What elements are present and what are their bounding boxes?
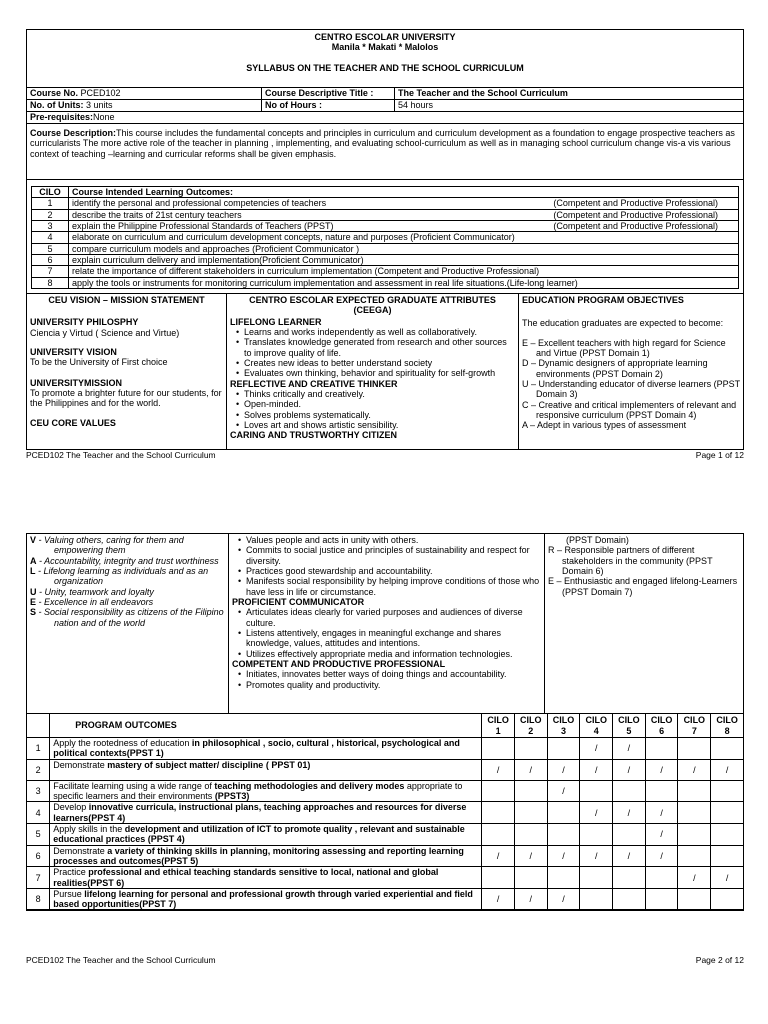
cilo-mark [547, 802, 580, 824]
mission-text: To promote a brighter future for our students, for the Philippines and for the world. [30, 388, 222, 409]
po-text [50, 802, 482, 824]
cilo-mark [678, 780, 711, 802]
footer-page-number: Page 2 of 12 [695, 955, 744, 965]
core-value-item: A - Accountability, integrity and trust worthiness [30, 555, 219, 566]
cilo-column-header: CILO 2 [514, 714, 547, 738]
cilo-mark [678, 802, 711, 824]
core-value-text: Lifelong learning as individuals and as an organization [43, 566, 209, 587]
list-item: • Manifests social responsibility by helping improve conditions of those who have less in life or circumstance. [240, 576, 541, 597]
list-item: • Learns and works independently as well as collaboratively. [238, 327, 515, 337]
cilo-column-header: CILO 6 [645, 714, 678, 738]
cilo-header: CILO [32, 187, 69, 198]
cilo-number: 1 [32, 198, 69, 209]
list-item: • Commits to social justice and principles of sustainability and respect for diversity. [240, 545, 541, 566]
units-label: No. of Units: [30, 100, 84, 110]
cilo-mark: / [678, 867, 711, 889]
objective-item: D – Dynamic designers of appropriate learning environments (PPST Domain 2) [522, 358, 708, 379]
objective-item: E – Enthusiastic and engaged lifelong-Learners (PPST Domain 7) [548, 576, 738, 597]
cilo-text: identify the personal and professional competencies of teachers [72, 198, 327, 209]
po-text [50, 824, 482, 846]
cilo-mark [482, 867, 515, 889]
descriptive-title-label: Course Descriptive Title : [262, 88, 395, 100]
competent-heading: COMPETENT AND PRODUCTIVE PROFESSIONAL [232, 659, 446, 670]
cilo-text: explain the Philippine Professional Standards of Teachers (PPST) [72, 221, 334, 232]
course-info-table [26, 87, 744, 180]
objectives-column-cont [545, 534, 743, 713]
cilo-mark [482, 824, 515, 846]
po-text-bold: in philosophical , socio, cultural , historical, psychological and political contexts(PPST 1) [53, 738, 460, 759]
core-value-letter: A [30, 555, 37, 566]
core-value-letter: L [30, 566, 36, 577]
po-text-plain: Pursue [53, 889, 85, 900]
communicator-list [232, 607, 541, 659]
cilo-column-header: CILO 3 [547, 714, 580, 738]
cilo-mark [711, 845, 744, 867]
program-outcomes-table [26, 713, 744, 911]
cilo-mark [613, 824, 646, 846]
cilo-mark: / [482, 889, 515, 911]
philosophy-text: Ciencia y Virtud ( Science and Virtue) [30, 327, 180, 338]
campuses: Manila * Makati * Malolos [331, 42, 439, 53]
cilo-mark [645, 889, 678, 911]
cilo-tag: (Competent and Productive Professional) [553, 221, 718, 232]
po-text-plain: Practice [53, 867, 89, 878]
po-text-plain: Facilitate learning using a wide range of [53, 780, 215, 791]
cilo-number: 3 [32, 221, 69, 232]
list-item: • Promotes quality and productivity. [240, 680, 541, 690]
core-value-letter: E [30, 597, 37, 608]
po-text-bold: professional and ethical teaching standards sensitive to local, national and global realities(PPST 6) [53, 867, 439, 888]
syllabus-title: SYLLABUS ON THE TEACHER AND THE SCHOOL CURRICULUM [246, 62, 524, 73]
list-item: • Practices good stewardship and accountability. [240, 566, 541, 576]
po-number: 2 [27, 759, 50, 780]
po-text [50, 867, 482, 889]
cilo-mark: / [580, 738, 613, 760]
prereq-label: Pre-requisites: [30, 112, 94, 122]
cilo-mark: / [514, 759, 547, 780]
po-text [50, 845, 482, 867]
cilo-table [31, 186, 739, 289]
objective-item: U – Understanding educator of diverse learners (PPST Domain 3) [522, 379, 740, 400]
cilo-number: 5 [32, 243, 69, 254]
list-item: • Creates new ideas to better understand society [238, 358, 515, 368]
cilo-mark: / [711, 759, 744, 780]
vision-columns [27, 293, 743, 450]
po-text [50, 889, 482, 911]
reflective-heading: REFLECTIVE AND CREATIVE THINKER [230, 378, 398, 389]
cilo-number: 2 [32, 209, 69, 220]
cilo-column-header: CILO 5 [613, 714, 646, 738]
col2-header: CENTRO ESCOLAR EXPECTED GRADUATE ATTRIBUTES (CEEGA) [249, 295, 496, 316]
objective-item: R – Responsible partners of different stakeholders in the community (PPST Domain 6) [548, 545, 713, 577]
objectives-intro: The education graduates are expected to become: [522, 318, 724, 329]
cilo-mark: / [514, 889, 547, 911]
cilo-mark [580, 780, 613, 802]
cilo-mark [514, 824, 547, 846]
list-item: • Solves problems systematically. [238, 410, 515, 420]
list-item: • Articulates ideas clearly for varied purposes and audiences of diverse culture. [240, 607, 541, 628]
core-value-letter: V [30, 535, 37, 545]
cilo-mark [580, 867, 613, 889]
cilo-number: 6 [32, 255, 69, 266]
list-item: • Listens attentively, engages in meaningful exchange and shares knowledge, values, attitudes and intentions. [240, 628, 541, 649]
po-text-bold: (PPST3) [214, 791, 250, 802]
cilo-mark [613, 867, 646, 889]
cilo-row [32, 277, 739, 288]
cilo-mark [711, 780, 744, 802]
cilo-tag: (Competent and Productive Professional) [553, 198, 718, 209]
caring-list [232, 535, 541, 597]
vision-mission-column [27, 294, 227, 450]
cilo-mark: / [645, 824, 678, 846]
ceega-column [227, 294, 519, 450]
list-item: • Loves art and shows artistic sensibility. [238, 420, 515, 430]
cilo-mark: / [547, 845, 580, 867]
core-values-heading: CEU CORE VALUES [30, 417, 116, 428]
po-number: 8 [27, 889, 50, 911]
cilo-mark [645, 738, 678, 760]
cilo-mark [580, 824, 613, 846]
cilo-mark [645, 780, 678, 802]
objective-item: C – Creative and critical implementers of relevant and responsive curriculum (PPST Domain 4) [522, 399, 737, 421]
core-value-text: Unity, teamwork and loyalty [44, 586, 154, 597]
col1-header: CEU VISION – MISSION STATEMENT [48, 295, 205, 305]
description-label: Course Description: [30, 128, 117, 138]
cilo-mark [711, 889, 744, 911]
core-value-letter: U [30, 586, 37, 597]
reflective-list [230, 389, 515, 430]
po-number: 6 [27, 845, 50, 867]
university-name: CENTRO ESCOLAR UNIVERSITY [314, 32, 456, 42]
cilo-text: relate the importance of different stakeholders in curriculum implementation (Competent and Productive Professional) [72, 266, 540, 277]
po-text [50, 759, 482, 780]
units: 3 units [86, 100, 113, 110]
core-value-text: Social responsibility as citizens of the Filipino nation and of the world [44, 607, 224, 628]
cilo-mark [482, 802, 515, 824]
po-text [50, 738, 482, 760]
core-value-item: L - Lifelong learning as individuals and as an organization [30, 566, 209, 587]
cilo-row [32, 243, 739, 254]
cilo-mark [547, 824, 580, 846]
po-number: 3 [27, 780, 50, 802]
po-text-bold: a variety of thinking skills in planning, monitoring assessing and reporting learning processes and outcomes(PPST 5) [53, 845, 464, 867]
vision-heading: UNIVERSITY VISION [30, 347, 117, 358]
po-number: 5 [27, 824, 50, 846]
cilo-column-header: CILO 7 [678, 714, 711, 738]
program-outcome-row [27, 780, 744, 802]
cilo-mark [645, 867, 678, 889]
po-number: 1 [27, 738, 50, 760]
vision-text: To be the University of First choice [30, 357, 168, 368]
list-item: • Values people and acts in unity with others. [240, 535, 541, 545]
cilo-mark: / [547, 759, 580, 780]
cilo-number: 7 [32, 266, 69, 277]
cilo-row [32, 255, 739, 266]
description-text: This course includes the fundamental concepts and principles in curriculum and curriculum development as a foundation to engage prospective teachers as curricularists The more active role of the teacher in planning , implementing, and evaluating school-curriculum as well as in managing school curriculum change vis-a vis various context of teaching –learning and curricular reforms shall be given emphasis. [30, 128, 735, 159]
cilo-row [32, 266, 739, 277]
po-number: 7 [27, 867, 50, 889]
cilo-mark: / [613, 759, 646, 780]
core-value-item: V - Valuing others, caring for them and empowering them [30, 535, 184, 556]
prereq: None [93, 112, 115, 122]
objectives-list [522, 338, 740, 431]
cilo-text-cell [69, 198, 739, 209]
list-item: • Initiates, innovates better ways of doing things and accountability. [240, 669, 541, 679]
hours: 54 hours [395, 100, 744, 112]
cilo-mark [514, 738, 547, 760]
program-outcome-row [27, 759, 744, 780]
po-header: PROGRAM OUTCOMES [50, 714, 482, 738]
core-value-text: Valuing others, caring for them and empowering them [44, 535, 184, 556]
core-values-list [30, 535, 225, 628]
col3-header: EDUCATION PROGRAM OBJECTIVES [522, 295, 684, 305]
ceega-column-cont [229, 534, 545, 713]
objectives-cont-list [548, 535, 740, 597]
caring-heading: CARING AND TRUSTWORTHY CITIZEN [230, 430, 397, 441]
cilo-column-header: CILO 4 [580, 714, 613, 738]
core-value-text: Accountability, integrity and trust worthiness [44, 555, 219, 566]
cilo-mark: / [613, 738, 646, 760]
cilo-mark: / [580, 759, 613, 780]
cilo-mark: / [613, 802, 646, 824]
cilo-text: elaborate on curriculum and curriculum development concepts, nature and purposes (Proficient Communicator) [72, 232, 515, 243]
program-outcome-row [27, 738, 744, 760]
core-value-text: Excellence in all endeavors [44, 597, 154, 608]
philosophy-heading: UNIVERSITY PHILOSPHY [30, 317, 139, 328]
cilo-text-cell [69, 209, 739, 220]
cilo-text-cell [69, 277, 739, 288]
cilo-mark: / [645, 845, 678, 867]
course-no: PCED102 [80, 88, 121, 98]
cilo-text: describe the traits of 21st century teachers [72, 209, 242, 220]
cilo-row [32, 221, 739, 232]
competent-list [232, 669, 541, 690]
cilo-mark: / [645, 802, 678, 824]
page-2 [26, 533, 744, 910]
po-text-plain: Develop [53, 802, 89, 813]
course-no-label: Course No. [30, 88, 79, 98]
page-1 [26, 29, 744, 450]
cilo-column-header: CILO 8 [711, 714, 744, 738]
po-text-plain: Demonstrate [53, 845, 108, 856]
hours-label: No of Hours : [262, 100, 395, 112]
lifelong-list [230, 327, 515, 379]
cilo-text-cell [69, 221, 739, 232]
cilo-mark [678, 889, 711, 911]
cilo-text: explain curriculum delivery and implementation(Proficient Communicator) [72, 255, 364, 266]
cilo-row [32, 209, 739, 220]
po-text-bold: lifelong learning for personal and professional growth through varied experiential and field based opportunities(PPST 7) [53, 889, 473, 910]
list-item: • Evaluates own thinking, behavior and spirituality for self-growth [238, 368, 515, 378]
cilo-mark: / [580, 802, 613, 824]
cilo-mark [678, 824, 711, 846]
cilo-mark: / [547, 889, 580, 911]
po-text-plain: Apply the rootedness of education [53, 738, 192, 748]
cilo-tag: (Competent and Productive Professional) [553, 209, 718, 220]
descriptive-title: The Teacher and the School Curriculum [395, 88, 744, 100]
cilo-mark [547, 738, 580, 760]
cilo-text-cell [69, 255, 739, 266]
page-2-footer [26, 956, 744, 966]
core-value-item: U - Unity, teamwork and loyalty [30, 586, 154, 597]
cilo-number: 4 [32, 232, 69, 243]
cilo-mark [580, 889, 613, 911]
cilo-mark: / [645, 759, 678, 780]
cilo-mark: / [547, 780, 580, 802]
cilo-mark [514, 780, 547, 802]
cilo-text-cell [69, 266, 739, 277]
page-1-footer [26, 451, 744, 461]
footer-page-number: Page 1 of 12 [695, 450, 744, 460]
core-value-item: S - Social responsibility as citizens of the Filipino nation and of the world [30, 607, 224, 628]
mission-heading: UNIVERSITYMISSION [30, 377, 123, 388]
communicator-heading: PROFICIENT COMMUNICATOR [232, 597, 365, 608]
cilo-mark [482, 738, 515, 760]
lifelong-heading: LIFELONG LEARNER [230, 316, 322, 327]
list-item: • Thinks critically and creatively. [238, 389, 515, 399]
cilo-title: Course Intended Learning Outcomes: [69, 187, 739, 198]
cilo-mark [514, 867, 547, 889]
cilo-mark [711, 738, 744, 760]
cilo-mark [514, 802, 547, 824]
list-item: • Utilizes effectively appropriate media and information technologies. [240, 649, 541, 659]
program-outcome-row [27, 867, 744, 889]
po-text [50, 780, 482, 802]
cilo-row [32, 198, 739, 209]
po-text-bold: innovative curricula, instructional plans, teaching approaches and resources for diverse learners(PPST 4) [53, 802, 467, 823]
objective-item: E – Excellent teachers with high regard for Science and Virtue (PPST Domain 1) [522, 337, 726, 359]
cilo-mark: / [711, 867, 744, 889]
cilo-mark: / [678, 759, 711, 780]
program-outcome-row [27, 845, 744, 867]
core-value-item: E - Excellence in all endeavors [30, 597, 154, 608]
po-text-plain: Apply skills in the [53, 824, 125, 835]
cilo-mark [482, 780, 515, 802]
objectives-column [519, 294, 743, 450]
cilo-mark [613, 780, 646, 802]
list-item: • Translates knowledge generated from research and other sources to improve quality of life. [238, 337, 515, 358]
cilo-mark: / [580, 845, 613, 867]
objective-item: (PPST Domain) [566, 535, 629, 545]
core-value-letter: S [30, 607, 37, 618]
cilo-mark: / [613, 845, 646, 867]
core-values-column [27, 534, 229, 713]
po-text-bold: development and utilization of ICT to promote quality , relevant and sustainable educational practices (PPST 4) [53, 824, 465, 845]
cilo-number: 8 [32, 277, 69, 288]
cilo-mark [711, 802, 744, 824]
cilo-mark [547, 867, 580, 889]
program-outcome-row [27, 802, 744, 824]
cilo-mark [711, 824, 744, 846]
footer-course: PCED102 The Teacher and the School Curriculum [26, 955, 216, 965]
cilo-text: apply the tools or instruments for monitoring curriculum implementation and assessment in real life situations.(Life-long learner) [72, 277, 578, 288]
po-text-plain: Demonstrate [53, 759, 108, 770]
cilo-mark [678, 738, 711, 760]
cilo-mark [678, 845, 711, 867]
po-text-bold: mastery of subject matter/ discipline ( PPST 01) [107, 759, 311, 770]
objective-item: A – Adept in various types of assessment [522, 420, 687, 431]
cilo-text: compare curriculum models and approaches (Proficient Communicator ) [72, 243, 360, 254]
footer-course: PCED102 The Teacher and the School Curriculum [26, 450, 216, 460]
cilo-row [32, 232, 739, 243]
cilo-column-header: CILO 1 [482, 714, 515, 738]
program-outcome-row [27, 889, 744, 911]
cilo-mark: / [482, 759, 515, 780]
po-text-plain: appropriate to specific learners and their environments [53, 780, 463, 802]
cilo-mark [613, 889, 646, 911]
program-outcome-row [27, 824, 744, 846]
po-text-bold: teaching methodologies and delivery modes [214, 780, 405, 791]
cilo-mark: / [482, 845, 515, 867]
cilo-text-cell [69, 232, 739, 243]
cilo-text-cell [69, 243, 739, 254]
po-number: 4 [27, 802, 50, 824]
list-item: • Open-minded. [238, 399, 515, 409]
cilo-mark: / [514, 845, 547, 867]
